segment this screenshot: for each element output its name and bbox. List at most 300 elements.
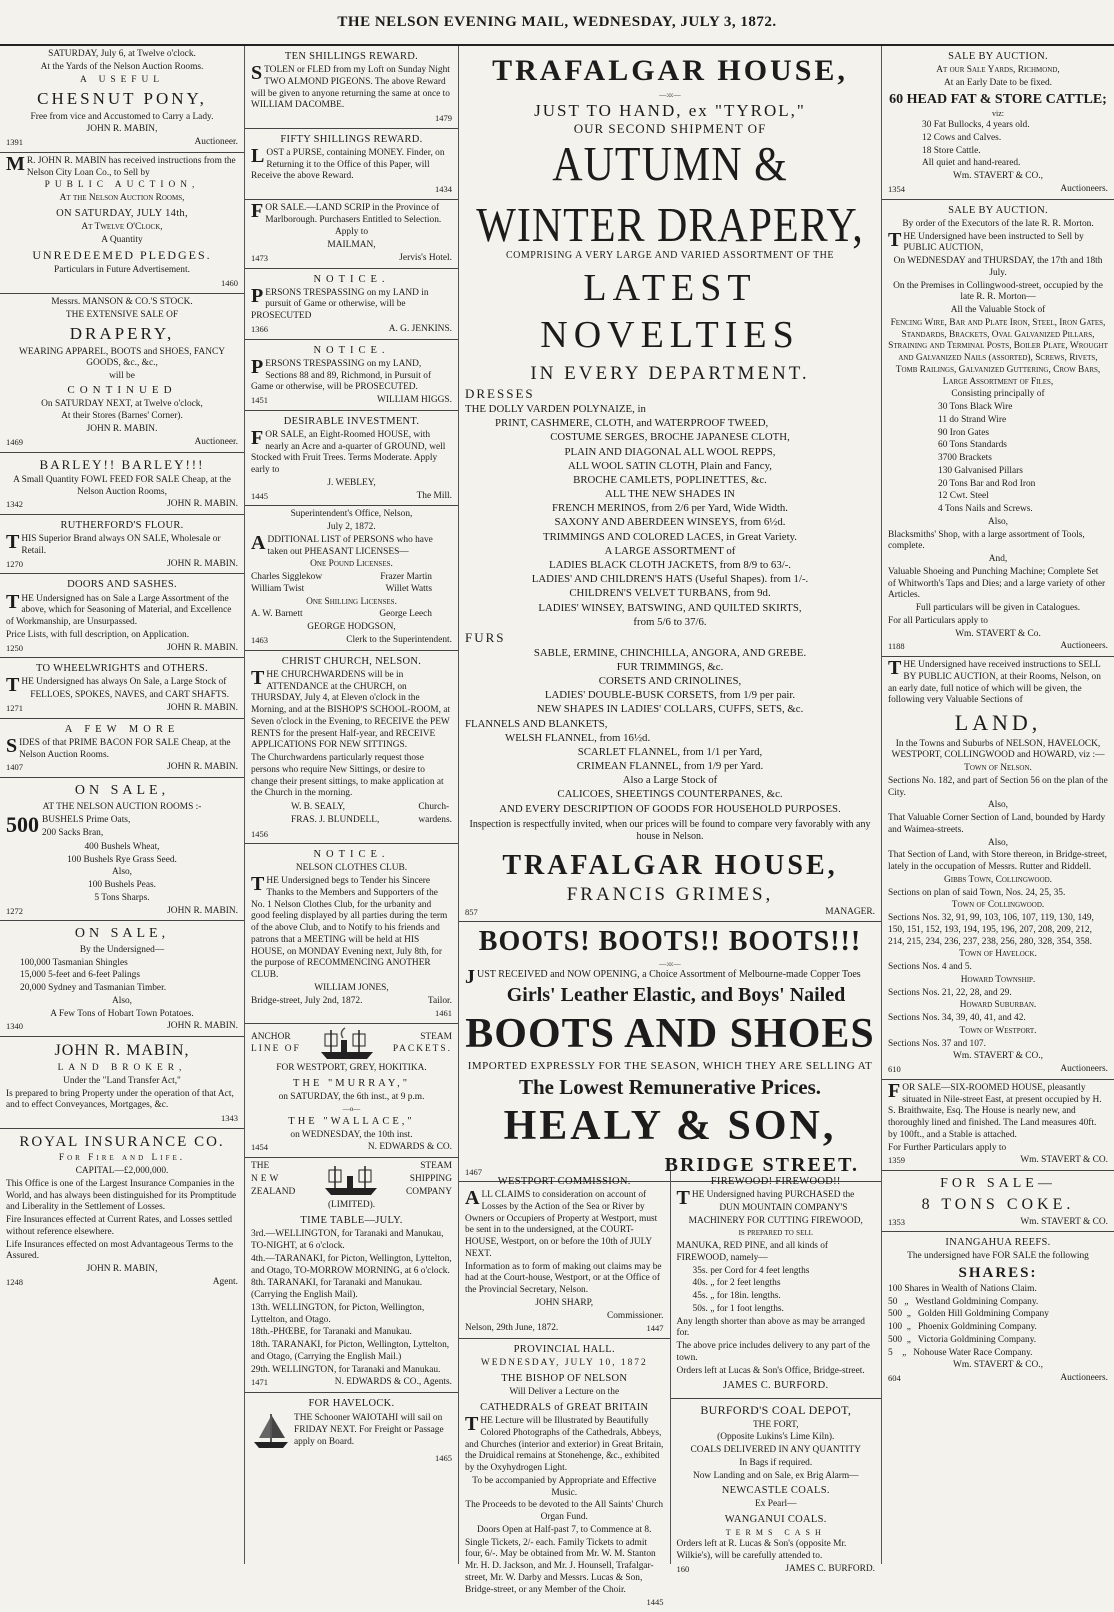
ad-role: Auctioneers. <box>1060 1373 1108 1384</box>
ad-separator: —o— <box>342 1104 361 1113</box>
ad-number: 1469 <box>6 436 23 447</box>
ad-text: Fire Insurances effected at Current Rates, and Losses settled without reference elsewhere. <box>6 1215 233 1237</box>
ad-item: 200 Sacks Bran, <box>42 828 104 838</box>
ad-line: All the Valuable Stock of <box>950 305 1046 315</box>
ad-item: CRIMEAN FLANNEL, from 1/9 per Yard. <box>576 760 764 773</box>
ad-heading: PROVINCIAL HALL. <box>513 1344 615 1356</box>
price-row: 35s. per Cord for 4 feet lengths <box>692 1265 810 1276</box>
ad-text: Valuable Shoeing and Punching Machine; Complete Set of Whitworth's Taps and Dies; and a large variety of other Articles. <box>888 566 1106 601</box>
ad-text: In the Towns and Suburbs of NELSON, HAVELOCK, WESTPORT, COLLINGWOOD and HOWARD, viz :— <box>891 738 1105 761</box>
ad-line: is prepared to sell <box>738 1228 813 1239</box>
ad-nz-shipping <box>245 1158 458 1393</box>
ad-line: CONTINUED <box>67 383 177 396</box>
stock-item: 90 Iron Gates <box>938 427 990 438</box>
ad-clothes-club <box>245 844 458 1024</box>
ad-line: A Quantity <box>101 234 143 245</box>
ad-heading: TRAFALGAR HOUSE, <box>492 54 848 87</box>
ad-role: Tailor. <box>427 995 452 1006</box>
ad-item: 20,000 Sydney and Tasmanian Timber. <box>20 983 167 993</box>
ad-item: A LARGE ASSORTMENT of <box>604 544 736 557</box>
ad-place: Bridge-street, July 2nd, 1872. <box>251 995 363 1006</box>
ad-number: 1407 <box>6 762 23 773</box>
ad-signature: MAILMAN, <box>327 240 376 250</box>
ad-line: Ex Pearl— <box>755 1499 797 1510</box>
ad-text: THE Undersigned have been instructed to Sell by PUBLIC AUCTION, <box>888 228 1084 254</box>
ad-heading: NOTICE. <box>313 344 390 356</box>
ad-role: Agent. <box>212 1276 238 1287</box>
ad-date: ON SATURDAY, JULY 14th, <box>56 207 188 219</box>
ad-big-heading: AUTUMN & WINTER DRAPERY, <box>476 138 864 252</box>
ad-item: PRINT, CASHMERE, CLOTH, and WATERPROOF TWEED, <box>495 417 769 430</box>
ad-heading: FIREWOOD! FIREWOOD!! <box>710 1176 841 1187</box>
ad-text: Fencing Wire, Bar and Plate Iron, Steel, Iron Gates, Standards, Brackets, Oval Galvanized Pillars, Straining and Terminal Posts, Boiler Plate, Wrought and Galvanized Nails (assorted), Screws, Rivets, Tomb Railings, Galvanized Guttering, Crow Bars, Large Assortment of Files, <box>888 317 1108 387</box>
column-1 <box>0 46 245 1564</box>
stock-item: 3700 Brackets <box>938 453 992 463</box>
ad-text: MR. JOHN R. MABIN has received instructions from the Nelson City Loan Co., to Sell by <box>6 152 236 178</box>
ad-line: And, <box>988 554 1008 564</box>
ad-text: on WEDNESDAY, the 10th inst. <box>290 1129 413 1140</box>
ad-line: CAPITAL—£2,000,000. <box>75 1166 169 1177</box>
stock-item: 20 Tons Bar and Rod Iron <box>938 478 1036 489</box>
ad-text: THIS Superior Brand always ON SALE, Wholesale or Retail. <box>6 531 221 556</box>
ad-item: BUSHELS Prime Oats, <box>42 815 131 826</box>
ad-text: WEARING APPAREL, BOOTS and SHOES, FANCY GOODS, &c., &c., <box>18 346 225 369</box>
ad-text: Sections Nos. 21, 22, 28, and 29. <box>888 987 1012 998</box>
ad-number: 1456 <box>251 828 268 839</box>
ad-heading: DRAPERY, <box>69 324 175 344</box>
ad-item: 30 Fat Bullocks, 4 years old. <box>922 120 1030 131</box>
ad-date: July 2, 1872. <box>327 522 376 533</box>
ad-inangahua-reefs <box>882 1232 1114 1388</box>
ad-text: Information as to form of making out claims may be had at the Court-house, Westport, or at the Office of the Provincial Secretary, Nelson. <box>465 1261 662 1296</box>
ad-number: 1479 <box>435 113 452 124</box>
ad-signature: A. G. JENKINS. <box>388 323 452 334</box>
ad-line: Apply to <box>334 227 369 238</box>
ad-item: 15,000 5-feet and 6-feet Palings <box>20 970 141 981</box>
ad-heading: NOTICE. <box>313 849 390 861</box>
share-row: 500 „ Golden Hill Goldmining Company <box>888 1309 1049 1320</box>
ad-unredeemed-pledges <box>0 153 244 294</box>
ad-number: 1359 <box>888 1155 905 1166</box>
ad-line: LINE OF <box>251 1044 301 1055</box>
ad-text: The Proceeds to be devoted to the All Saints' Church Organ Fund. <box>465 1500 664 1522</box>
ad-line: Also, <box>987 516 1009 527</box>
ad-signature: FRAS. J. BLUNDELL, <box>291 814 380 825</box>
ad-heading: CHESNUT PONY, <box>37 89 207 109</box>
ad-heading: RUTHERFORD'S FLOUR. <box>60 520 184 531</box>
ad-signature: JOHN R. MABIN. <box>167 642 238 653</box>
ad-date: At an Early Date to be fixed. <box>943 77 1053 88</box>
ad-location: On the Premises in Collingwood-street, occupied by the late R. R. Morton— <box>893 280 1103 303</box>
ad-role: MANAGER. <box>825 906 875 917</box>
ad-role: Commissioner. <box>606 1310 664 1321</box>
ad-number: 1391 <box>6 137 23 147</box>
ad-land-scrip <box>245 200 458 269</box>
ad-item: 400 Bushels Wheat, <box>84 841 160 852</box>
ad-text: THE CHURCHWARDENS will be in ATTENDANCE at the CHURCH, on THURSDAY, July 4, at Eleven o'clock in the Morning, and at the BISHOP'S SCHOOL-ROOM, at Seven o'clock in the Evening, to RECEIVE the PEW RENTS for the present Half-year, and RECEIVE APPLICATIONS FOR NEW SITTINGS. <box>251 666 451 751</box>
ad-heading: DESIRABLE INVESTMENT. <box>283 415 420 427</box>
ad-line: THE <box>251 1161 270 1172</box>
ad-item: 18 Store Cattle. <box>922 145 981 156</box>
ad-text: ALL CLAIMS to consideration on account of Losses by the Action of the Sea or River by Owners or Occupiers of Property at Westport, must be sent in to the undersigned, at the COURT-HOUSE, Westport, on or before the 10th of JULY NEXT. <box>465 1187 658 1259</box>
ad-subheading: Girls' Leather Elastic, and Boys' Nailed <box>506 983 846 1006</box>
ad-big-heading: BOOTS AND SHOES <box>465 1010 875 1057</box>
ad-item: BROCHE CAMLETS, POPLINETTES, &c. <box>573 473 767 486</box>
stock-item: 130 Galvanised Pillars <box>938 465 1023 476</box>
ad-item: 100 Bushels Peas. <box>88 880 156 890</box>
ad-number: 160 <box>676 1563 690 1574</box>
ad-big-heading: LATEST NOVELTIES <box>540 266 800 356</box>
ad-line: Under the "Land Transfer Act," <box>63 1075 181 1086</box>
ad-havelock <box>245 1393 458 1468</box>
ad-item: WELSH FLANNEL, from 16½d. <box>505 731 651 744</box>
ad-number: 1342 <box>6 499 23 510</box>
timetable-item: 18th. TARANAKI, for Picton, Wellington, Lyttelton, and Otago, (Carrying the English Mail.) <box>251 1340 450 1362</box>
license-name: Willet Watts <box>385 583 432 594</box>
ad-number: 1445 <box>646 1597 664 1608</box>
ad-number: 1353 <box>888 1216 905 1227</box>
ad-signature: GEORGE HODGSON, <box>307 622 396 633</box>
ad-item: NEW SHAPES IN LADIES' COLLARS, CUFFS, SETS, &c. <box>536 703 804 716</box>
ad-line: MACHINERY FOR CUTTING FIREWOOD, <box>688 1215 863 1226</box>
ad-line: Also, <box>987 837 1009 848</box>
ad-number: 1445 <box>251 490 268 501</box>
ad-line: IMPORTED EXPRESSLY FOR THE SEASON, WHICH THEY ARE SELLING AT <box>467 1060 873 1073</box>
ad-line: (LIMITED). <box>327 1200 376 1211</box>
ad-text: The undersigned have FOR SALE the following <box>907 1251 1089 1262</box>
ad-date: On WEDNESDAY and THURSDAY, the 17th and 18th July. <box>893 256 1103 278</box>
ad-number: 1272 <box>6 905 23 916</box>
ad-item: ALL THE NEW SHADES IN <box>605 488 735 501</box>
ad-christ-church <box>245 651 458 845</box>
ad-date: On SATURDAY NEXT, at Twelve o'clock, <box>41 398 203 409</box>
column-3b <box>671 1171 882 1574</box>
ad-number: 610 <box>888 1064 901 1074</box>
ad-line: Also, <box>111 995 133 1006</box>
license-name: William Twist <box>251 583 305 594</box>
ad-heading: UNREDEEMED PLEDGES. <box>32 248 212 263</box>
ad-number: 1473 <box>251 252 268 263</box>
share-row: 500 „ Victoria Goldmining Company. <box>888 1334 1037 1345</box>
ad-vessel: THE "MURRAY," <box>292 1077 410 1089</box>
ad-number: 1465 <box>435 1453 452 1464</box>
ad-item: COSTUME SERGES, BROCHE JAPANESE CLOTH, <box>550 431 790 444</box>
ad-signature: Wm. STAVERT & CO., <box>952 1051 1043 1062</box>
ad-heading: ROYAL INSURANCE CO. <box>19 1133 225 1150</box>
ad-item: THE DOLLY VARDEN POLYNAIZE, in <box>465 403 646 416</box>
ad-number: 1343 <box>221 1113 238 1123</box>
ad-line: TERMS CASH <box>725 1528 826 1538</box>
ad-item: FLANNELS AND BLANKETS, <box>465 717 608 730</box>
column-3 <box>459 46 882 1608</box>
ad-address: BRIDGE STREET. <box>664 1153 859 1176</box>
ad-line: Consisting principally of <box>951 389 1045 400</box>
ad-role: Auctioneer. <box>194 137 238 147</box>
ad-text: That Valuable Corner Section of Land, bounded by Hardy and Waimea-streets. <box>888 813 1106 835</box>
ad-role: Clerk to the Superintendent. <box>346 634 452 645</box>
ad-firm-name: HEALY & SON, <box>503 1103 837 1150</box>
stock-item: 11 do Strand Wire <box>938 414 1007 425</box>
ad-place: Superintendent's Office, Nelson, <box>290 509 413 520</box>
ad-number: 1454 <box>251 1142 268 1153</box>
ad-text: THE Schooner WAIOTAHI will sail on FRIDAY NEXT. For Freight or Passage apply on Board. <box>294 1413 444 1447</box>
ad-place: Jervis's Hotel. <box>399 252 452 263</box>
ad-item: ALL WOOL SATIN CLOTH, Plain and Fancy, <box>567 459 772 472</box>
ad-signature: JOHN R. MABIN, <box>86 124 158 135</box>
ad-signature: N. EDWARDS & CO., Agents. <box>334 1377 452 1388</box>
ad-signature: Wm. STAVERT & Co. <box>955 628 1041 639</box>
ad-date: SATURDAY, July 6, at Twelve o'clock. <box>48 49 196 59</box>
ad-subheading: The Lowest Remunerative Prices. <box>518 1075 822 1100</box>
ad-time: At Twelve O'Clock, <box>81 221 163 232</box>
steamship-icon <box>317 1026 377 1062</box>
timetable-item: 29th. WELLINGTON, for Taranaki and Manukau. <box>251 1364 441 1375</box>
ad-heading: FOR SALE— <box>940 1176 1056 1191</box>
ad-date: WEDNESDAY, JULY 10, 1872 <box>480 1358 648 1369</box>
stock-item: 30 Tons Black Wire <box>938 402 1013 412</box>
ad-number: 1340 <box>6 1021 23 1032</box>
ad-on-sale-shingles <box>0 921 244 1037</box>
ad-signature: WILLIAM HIGGS. <box>377 395 452 405</box>
ad-coke <box>882 1171 1114 1232</box>
ad-big-heading: SHARES: <box>958 1265 1038 1282</box>
ad-land-sections <box>882 657 1114 1080</box>
ad-item: LADIES' DOUBLE-BUSK CORSETS, from 1/9 per pair. <box>544 689 796 702</box>
price-row: 50s. „ for 1 foot lengths. <box>692 1303 784 1314</box>
ad-item: A Few Tons of Hobart Town Potatoes. <box>50 1008 194 1019</box>
ad-role: Church- <box>418 802 450 812</box>
ad-big-heading: 60 HEAD FAT & STORE CATTLE; <box>889 91 1107 107</box>
ad-text: PERSONS TRESPASSING on my LAND, Sections 88 and 89, Richmond, in Pursuit of Game or otherwise, will be PROSECUTED. <box>251 355 432 393</box>
ad-date: Nelson, 29th June, 1872. <box>465 1323 559 1334</box>
ad-role: Auctioneers. <box>1060 1064 1108 1074</box>
ad-heading: CHRIST CHURCH, NELSON. <box>281 655 422 667</box>
timetable-item: 13th. WELLINGTON, for Picton, Wellington, Lyttelton, and Otago. <box>251 1302 425 1325</box>
ad-signature: FRANCIS GRIMES, <box>566 883 774 905</box>
ad-item: CALICOES, SHEETINGS COUNTERPANES, &c. <box>557 788 783 801</box>
ad-text: The above price includes delivery to any part of the town. <box>676 1341 870 1363</box>
ad-pheasant-licenses <box>245 506 458 650</box>
ad-role: Auctioneers. <box>1060 641 1108 652</box>
ad-subheading: Town of Westport. <box>959 1025 1037 1036</box>
ad-signature: JOHN R. MABIN. <box>167 558 238 569</box>
ad-text: FELLOES, SPOKES, NAVES, and CART SHAFTS. <box>30 690 230 701</box>
ad-cattle-auction <box>882 46 1114 200</box>
timetable-item: 18th.-PHŒBE, for Taranaki and Manukau. <box>251 1327 412 1338</box>
ad-line: NEW <box>251 1173 282 1184</box>
share-row: 100 „ Phoenix Goldmining Company. <box>888 1322 1037 1333</box>
stock-item: 12 Cwt. Steel <box>938 491 989 502</box>
steamship-icon <box>321 1162 381 1198</box>
ad-line: viz: <box>992 109 1004 119</box>
ad-item: Also a Large Stock of <box>622 774 718 787</box>
ad-place: The Mill. <box>416 490 452 501</box>
ad-heading: TIME TABLE—JULY. <box>300 1215 403 1227</box>
ad-number: 1463 <box>251 634 268 645</box>
ad-subheading: Howard Suburban. <box>959 1000 1037 1011</box>
ad-signature: J. WEBLEY, <box>327 477 376 488</box>
column-3-split <box>459 1171 881 1608</box>
ad-text: Full particulars will be given in Catalogues. <box>915 603 1081 613</box>
ad-text: Single Tickets, 2/- each. Family Tickets to admit four, 6/-. May be obtained from Mr. W. M. Stanton Mr. H. D. Jackson, and Mr. J. Hounsell, Trafalgar-street, Mr. W. Darby and Messrs. Lucas & Son, Bridge-street, or any Member of the Choir. <box>465 1537 656 1595</box>
ad-firewood <box>671 1171 882 1399</box>
ad-subheading: Gibbs Town, Collingwood. <box>943 874 1053 885</box>
ad-item: 5 Tons Sharps. <box>94 892 150 903</box>
share-row: 100 Shares in Wealth of Nations Claim. <box>888 1283 1037 1294</box>
ad-signature: Wm. STAVERT & CO., <box>952 171 1043 182</box>
ad-text: FOR SALE—SIX-ROOMED HOUSE, pleasantly situated in Nile-street East, at present occupied by H. S. Braithwaite, Esq. The House is nearly new, and thoroughly lined and finished. The Land measures 40ft. by 100ft., and a Stable is attached. <box>888 1079 1102 1140</box>
ad-notice-higgs <box>245 340 458 411</box>
ad-item: from 5/6 to 37/6. <box>633 615 707 628</box>
ad-number: 604 <box>888 1373 901 1384</box>
ad-text: Sections Nos. 32, 91, 99, 103, 106, 107, 119, 130, 149, 150, 151, 152, 193, 194, 195, 196, 207, 208, 209, 212, 214, 215, 234, 236, 237, 238, 256, 280, 328, 354, 358. <box>888 913 1094 947</box>
ad-heading: ON SALE, <box>74 783 170 798</box>
ad-subheading: LAND BROKER, <box>57 1063 187 1073</box>
ad-number: 1354 <box>888 183 905 194</box>
section-heading: DRESSES <box>465 386 535 402</box>
ad-signature: WILLIAM JONES, <box>314 982 389 993</box>
ad-text: FOR SALE, an Eight-Roomed HOUSE, with nearly an Acre and a-quarter of GROUND, well Stocked with Fruit Trees. Terms Moderate. Apply early to <box>251 426 446 476</box>
ad-text: For Further Particulars apply to <box>888 1142 1007 1153</box>
ad-line: ZEALAND <box>251 1186 296 1197</box>
stock-item: 4 Tons Nails and Screws. <box>938 504 1033 514</box>
ad-line: COALS DELIVERED IN ANY QUANTITY <box>690 1445 861 1455</box>
ad-line: In Bags if required. <box>739 1457 813 1468</box>
ad-item: SAXONY AND ABERDEEN WINSEYS, from 6½d. <box>554 516 786 529</box>
ad-subheading: NELSON CLOTHES CLUB. <box>295 863 408 874</box>
ad-text: THE Undersigned begs to Tender his Sincere Thanks to the Members and Supporters of the No. 1 Nelson Clothes Club, for the urbanity and good feeling displayed by all parties during the term of the above Club, and to Notify to his friends and patrons that a MEETING will be held at HIS HOUSE, on MONDAY Evening next, July 8th, for the purpose of RECOMMENCING ANOTHER CLUB. <box>251 873 448 980</box>
ad-text: PERSONS TRESPASSING on my LAND in pursuit of Game or otherwise, will be PROSECUTED <box>251 284 429 322</box>
license-name: A. W. Barnett <box>251 609 303 620</box>
ad-subheading: Town of Nelson. <box>964 763 1032 773</box>
ad-land-broker <box>0 1037 244 1129</box>
ad-text: JUST RECEIVED and NOW OPENING, a Choice Assortment of Melbourne-made Copper Toes <box>465 966 861 989</box>
ad-text: Sections Nos. 37 and 107. <box>888 1038 986 1049</box>
ad-item: SCARLET FLANNEL, from 1/1 per Yard, <box>577 745 763 758</box>
ad-line: By order of the Executors of the late R. R. Morton. <box>902 218 1094 229</box>
ad-line: PUBLIC AUCTION, <box>44 180 200 191</box>
ad-rutherfords-flour <box>0 515 244 574</box>
ad-text: For all Particulars apply to <box>888 615 988 626</box>
ad-number: 1271 <box>6 702 23 713</box>
ad-text: on SATURDAY, the 6th inst., at 9 p.m. <box>278 1091 425 1102</box>
ad-text: THE Undersigned having PURCHASED the <box>676 1187 855 1210</box>
ad-heading: TRAFALGAR HOUSE, <box>502 849 838 881</box>
ad-line: PACKETS. <box>392 1044 452 1055</box>
ad-heading: TO WHEELWRIGHTS and OTHERS. <box>36 663 208 675</box>
ad-signature: N. EDWARDS & CO. <box>367 1142 452 1153</box>
ad-big-heading: LAND, <box>954 710 1042 735</box>
ad-item: LADIES' WINSEY, BATSWING, AND QUILTED SKIRTS, <box>538 601 802 614</box>
ad-number: 857 <box>465 906 478 917</box>
ad-item: FUR TRIMMINGS, &c. <box>616 660 724 673</box>
ad-chesnut-pony <box>0 46 244 153</box>
share-row: 5 „ Nohouse Water Race Company. <box>888 1347 1033 1358</box>
ad-item: TRIMMINGS AND COLORED LACES, in Great Variety. <box>542 530 797 543</box>
column-2 <box>245 46 459 1564</box>
ad-text: Blacksmiths' Shop, with a large assortment of Tools, complete. <box>888 529 1085 552</box>
ad-heading: FIFTY SHILLINGS REWARD. <box>280 133 423 145</box>
ad-text: Sections Nos. 34, 39, 40, 41, and 42. <box>888 1013 1026 1023</box>
ad-text: ADDITIONAL LIST of PERSONS who have taken out PHEASANT LICENSES— <box>251 531 433 557</box>
ad-separator: —:o:— <box>659 960 681 969</box>
ad-signature: JAMES C. BURFORD. <box>785 1563 875 1574</box>
ad-ten-shillings-reward <box>245 46 458 129</box>
ad-text: Free from vice and Accustomed to Carry a Lady. <box>30 111 214 122</box>
ad-heading: A FEW MORE <box>64 723 180 735</box>
share-row: 50 „ Westland Goldmining Company. <box>888 1296 1039 1307</box>
timetable-item: 3rd.—WELLINGTON, for Taranaki and Manukau, TO-NIGHT, at 6 o'clock. <box>251 1229 444 1251</box>
price-row: 40s. „ for 2 feet lengths <box>692 1278 781 1289</box>
ad-item: 100,000 Tasmanian Shingles <box>20 957 128 968</box>
stock-item: 60 Tons Standards <box>938 440 1007 451</box>
ad-subheading: IN EVERY DEPARTMENT. <box>530 362 810 384</box>
ad-role: wardens. <box>418 814 452 825</box>
ad-subheading: Town of Collingwood. <box>951 900 1045 911</box>
license-name: George Leech <box>379 609 432 620</box>
license-name: Charles Sigglekow <box>251 572 323 583</box>
ad-subheading: One Shilling Licenses. <box>306 596 397 607</box>
ad-morton-auction <box>882 200 1114 657</box>
ad-location: At their Stores (Barnes' Corner). <box>61 411 183 422</box>
ad-signature: Wm. STAVERT & CO. <box>1020 1216 1108 1227</box>
ad-signature: JOHN R. MABIN, <box>86 1264 158 1275</box>
ad-text: A Small Quantity FOWL FEED FOR SALE Cheap, at the Nelson Auction Rooms, <box>13 474 231 497</box>
ad-heading: NOTICE. <box>313 273 390 285</box>
ad-item: PLAIN AND DIAGONAL ALL WOOL REPPS, <box>564 445 776 458</box>
ad-vessel: THE "WALLACE," <box>288 1115 415 1127</box>
ad-signature: W. B. SEALY, <box>291 802 346 812</box>
ad-line: DUN MOUNTAIN COMPANY'S <box>719 1202 848 1213</box>
ad-fifty-shillings-reward <box>245 129 458 200</box>
ad-text: Orders left at R. Lucas & Son's (opposite Mr. Wilkie's), will be carefully attended to. <box>676 1539 847 1561</box>
ad-item: LADIES BLACK CLOTH JACKETS, from 8/9 to 63/-. <box>548 559 792 571</box>
ad-manson-stock <box>0 294 244 453</box>
ad-subheading: THE BISHOP OF NELSON <box>501 1373 628 1384</box>
ad-text: THE Undersigned has on Sale a Large Assortment of the above, which for Seasoning of Material, and Excellence of Workmanship, are Unsurpassed. <box>6 590 232 627</box>
ad-subheading: CATHEDRALS of GREAT BRITAIN <box>480 1401 649 1413</box>
ad-subheading: One Pound Licenses. <box>310 559 393 570</box>
ad-number: 1270 <box>6 558 23 569</box>
ad-number: 1250 <box>6 642 23 653</box>
ad-item: 100 Bushels Rye Grass Seed. <box>67 854 177 865</box>
ad-item: CORSETS AND CRINOLINES, <box>598 675 742 688</box>
ad-heading: Messrs. MANSON & CO.'S STOCK. <box>51 296 193 307</box>
ad-provincial-hall <box>459 1339 670 1612</box>
ad-coal-depot <box>671 1399 882 1579</box>
ad-heading: FOR HAVELOCK. <box>308 1398 395 1409</box>
ad-subheading: FOR WESTPORT, GREY, HOKITIKA. <box>276 1062 427 1073</box>
ad-number: 1460 <box>221 278 238 289</box>
ad-heading: INANGAHUA REEFS. <box>945 1237 1051 1249</box>
ad-text: Is prepared to bring Property under the operation of that Act, and to effect Conveyances, Mortgages, &c. <box>6 1088 234 1111</box>
ad-wheelwrights <box>0 658 244 718</box>
ad-heading: BURFORD'S COAL DEPOT, <box>700 1402 852 1417</box>
ad-line: Will Deliver a Lecture on the <box>509 1387 620 1398</box>
ad-text: Life Insurances effected on most Advantageous Terms to the Assured. <box>6 1239 234 1262</box>
ad-text: Price Lists, with full description, on Application. <box>6 629 190 640</box>
ad-subheading: NEWCASTLE COALS. <box>721 1485 830 1497</box>
ad-subheading: For Fire and Life. <box>58 1153 186 1164</box>
ad-heading: BARLEY!! BARLEY!!! <box>39 456 205 472</box>
timetable-item: 4th.—TARANAKI, for Picton, Wellington, Lyttelton, and Otago, TO-MORROW MORNING, at 6 o'clock. <box>251 1253 452 1276</box>
ad-text: Particulars in Future Advertisement. <box>54 265 190 276</box>
ad-number: 1471 <box>251 1377 268 1388</box>
ad-signature: Wm. STAVERT & CO., <box>952 1360 1043 1371</box>
section-heading: FURS <box>465 629 506 645</box>
ad-text: Sections No. 182, and part of Section 56 on the plan of the City. <box>888 775 1108 798</box>
ad-line: Now Landing and on Sale, ex Brig Alarm— <box>692 1470 859 1481</box>
